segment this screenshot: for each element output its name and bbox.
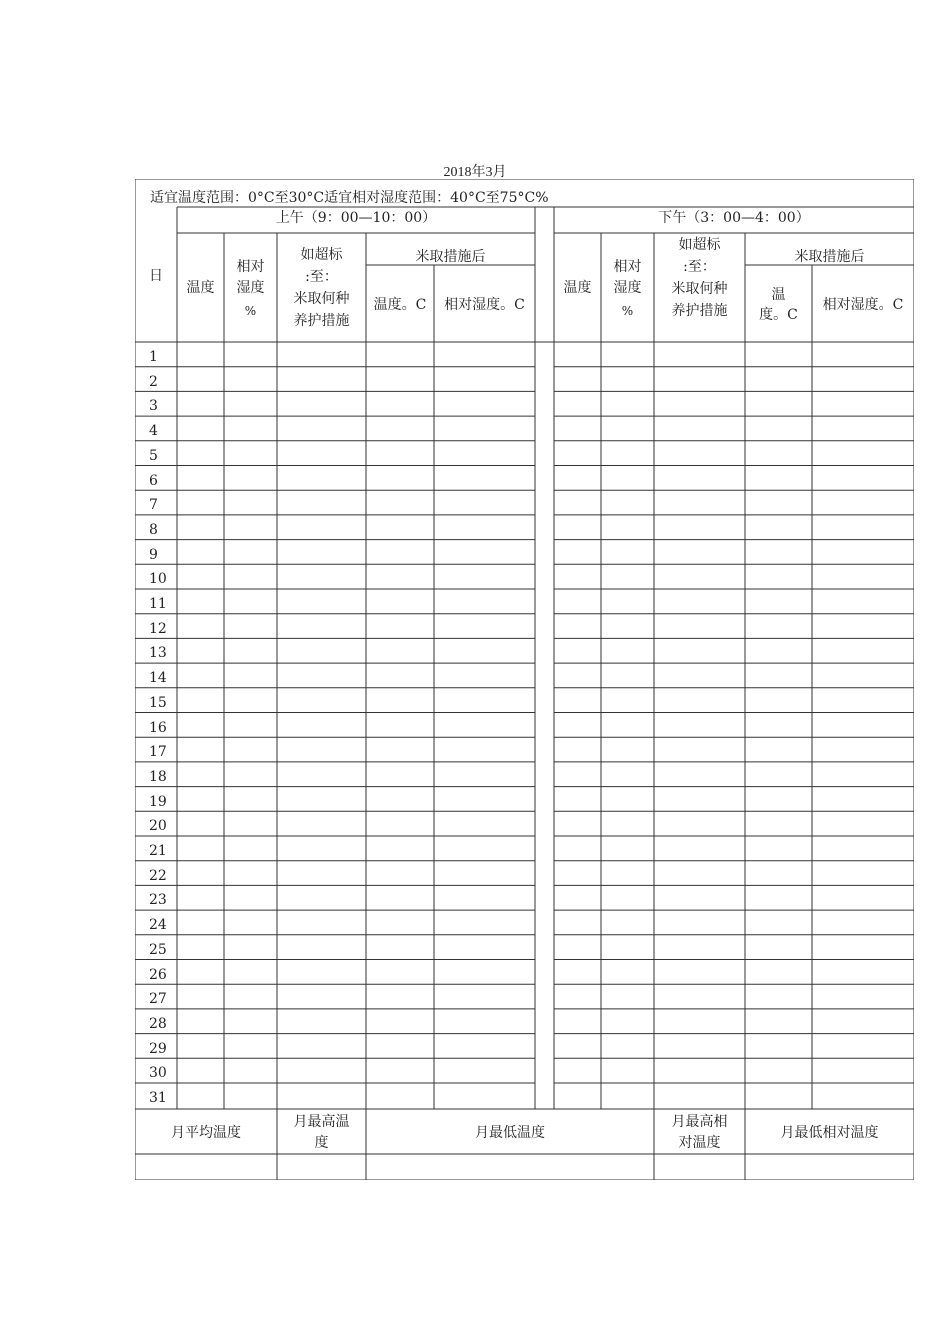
day-number: 28 (149, 1015, 167, 1032)
morning-after-humidity-header: 相对湿度。C (444, 297, 525, 313)
header-line: 如超标 (300, 247, 343, 263)
day-number: 20 (149, 818, 167, 835)
summary-line: 对温度 (678, 1135, 721, 1151)
day-number: 18 (149, 768, 167, 785)
day-number: 12 (149, 620, 167, 637)
day-number: 30 (149, 1065, 167, 1082)
day-number: 24 (149, 917, 167, 934)
day-number: 17 (149, 744, 167, 761)
table-title: 2018年3月 (443, 165, 507, 180)
day-number: 5 (149, 447, 158, 464)
header-line: 湿度 (613, 280, 642, 296)
day-column-header: 日 (149, 268, 163, 284)
day-number: 25 (149, 941, 167, 958)
morning-after-measure-header: 米取措施后 (415, 249, 486, 265)
header-line: 如超标 (678, 237, 721, 253)
day-number: 9 (149, 546, 158, 563)
day-number: 14 (149, 670, 167, 687)
day-number: 22 (149, 867, 167, 884)
header-line: 养护措施 (293, 313, 350, 329)
header-line: 米取何种 (671, 281, 728, 297)
header-line: 度。C (759, 307, 798, 323)
summary-avg-temp-label: 月平均温度 (171, 1125, 241, 1141)
header-line: % (244, 304, 257, 318)
day-number: 23 (149, 892, 167, 909)
day-number: 15 (149, 694, 167, 711)
day-number: 3 (149, 398, 158, 415)
table-grid (135, 179, 914, 1180)
header-line: :至： (683, 259, 716, 275)
day-number: 4 (149, 423, 158, 440)
header-line: 相对 (236, 259, 265, 275)
morning-section-label: 上午（9：00—10：00） (275, 210, 437, 226)
range-note: 适宜温度范围：0°C至30°C适宜相对湿度范围：40°C至75°C% (150, 190, 549, 206)
summary-line: 月最高相 (671, 1114, 728, 1130)
summary-min-rh-label: 月最低相对温度 (780, 1125, 879, 1141)
morning-after-temp-header: 温度。C (373, 297, 427, 313)
day-number: 26 (149, 966, 167, 983)
header-line: 养护措施 (671, 303, 728, 319)
summary-line: 月最高温 (293, 1114, 350, 1130)
header-line: 温 (771, 287, 786, 303)
header-line: 湿度 (236, 280, 265, 296)
day-number: 16 (149, 719, 167, 736)
afternoon-temp-header: 温度 (563, 280, 592, 296)
day-number: 6 (149, 472, 158, 489)
day-number: 11 (149, 596, 167, 612)
header-line: 相对 (613, 259, 642, 275)
day-number: 31 (149, 1090, 167, 1106)
morning-temp-header: 温度 (186, 280, 215, 296)
day-number: 2 (149, 373, 158, 390)
day-number: 29 (149, 1040, 167, 1057)
header-line: % (621, 304, 634, 318)
afternoon-section-label: 下午（3：00—4：00） (658, 210, 810, 226)
day-number: 19 (149, 793, 167, 810)
header-line: :至： (305, 269, 338, 285)
day-number: 7 (149, 497, 158, 514)
summary-min-temp-label: 月最低温度 (475, 1125, 545, 1141)
day-number: 10 (149, 571, 167, 588)
day-number: 1 (149, 349, 158, 365)
day-number: 13 (149, 645, 167, 662)
afternoon-after-measure-header: 米取措施后 (794, 249, 865, 265)
day-number: 8 (149, 521, 158, 538)
temperature-humidity-log-table (135, 179, 914, 1180)
summary-line: 度 (314, 1135, 329, 1151)
day-number: 21 (149, 843, 167, 859)
header-line: 米取何种 (293, 291, 350, 307)
day-number: 27 (149, 991, 167, 1008)
afternoon-after-humidity-header: 相对湿度。C (822, 297, 904, 313)
